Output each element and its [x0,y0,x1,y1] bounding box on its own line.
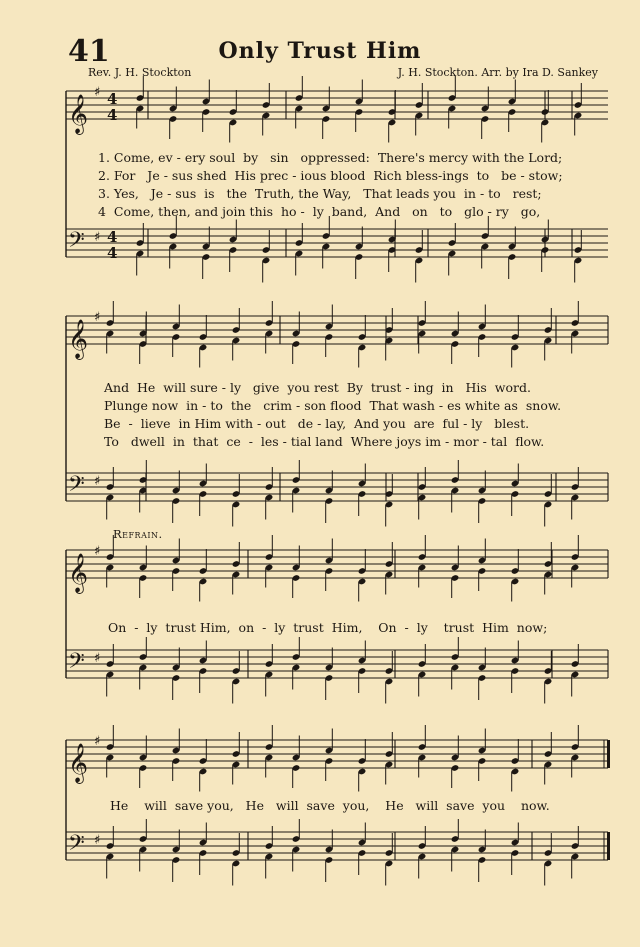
sharp-icon: ♯ [94,230,101,245]
refrain-lyric-2: He will save you, He will save you, He will save you now. [110,798,550,813]
words-credit: Rev. J. H. Stockton [88,66,192,79]
verse-2-line-2: Plunge now in - to the crim - son flood That wash - es white as snow. [104,398,562,413]
sharp-icon: ♯ [94,651,101,666]
sharp-icon: ♯ [94,734,101,749]
refrain-label: Refrain. [113,527,163,541]
music-credit: J. H. Stockton. Arr. by Ira D. Sankey [397,66,598,79]
verse-3-line-2: Be - lieve in Him with - out de - lay, And you are ful - ly blest. [104,416,530,431]
bass-clef-icon: 𝄢 [68,649,85,679]
treble-clef-icon: 𝄞 [68,743,89,783]
sharp-icon: ♯ [94,85,101,100]
final-barline-thick [607,740,610,768]
sharp-icon: ♯ [94,833,101,848]
hymn-title: Only Trust Him [218,38,422,64]
final-barline-thick [607,832,610,860]
sharp-icon: ♯ [94,474,101,489]
time-signature-bottom: 4 [107,106,118,124]
bass-clef-icon: 𝄢 [68,228,85,258]
bass-clef-icon: 𝄢 [68,472,85,502]
verse-4-line-2: To dwell in that ce - les - tial land Where joys im - mor - tal flow. [104,434,545,449]
time-signature-top: 4 [107,90,118,108]
sharp-icon: ♯ [94,310,101,325]
verse-2-line-1: 2. For Je - sus shed His prec - ious blood Rich bless-ings to be - stow; [98,168,563,183]
hymn-number: 41 [68,34,110,69]
verse-3-line-1: 3. Yes, Je - sus is the Truth, the Way, That leads you in - to rest; [98,186,542,201]
time-signature-bottom: 4 [107,244,118,262]
treble-clef-icon: 𝄞 [68,94,89,134]
treble-clef-icon: 𝄞 [68,553,89,593]
refrain-lyric-1: On - ly trust Him, on - ly trust Him, On - ly trust Him now; [108,620,548,635]
treble-clef-icon: 𝄞 [68,319,89,359]
sharp-icon: ♯ [94,544,101,559]
verse-4-line-1: 4 Come, then, and join this ho - ly band, And on to glo - ry go, [98,204,541,219]
verse-1-line-2: And He will sure - ly give you rest By trust - ing in His word. [104,380,531,395]
verse-1-line-1: 1. Come, ev - ery soul by sin oppressed: There's mercy with the Lord; [98,150,563,165]
bass-clef-icon: 𝄢 [68,831,85,861]
time-signature-top: 4 [107,228,118,246]
